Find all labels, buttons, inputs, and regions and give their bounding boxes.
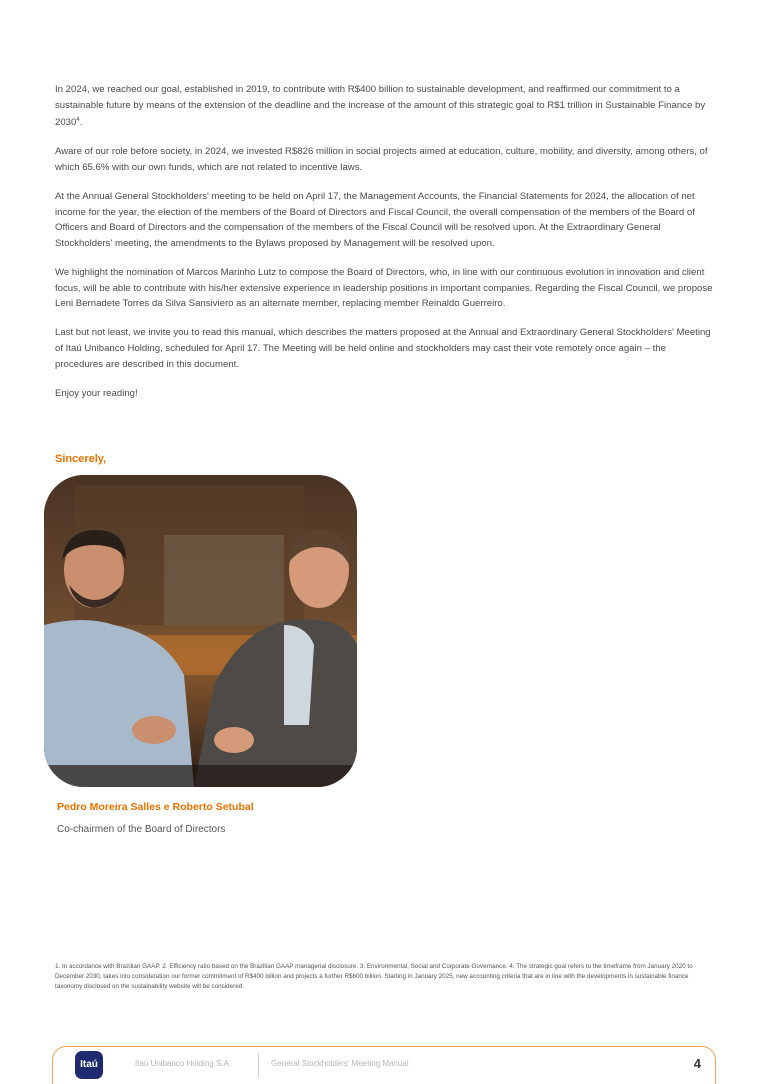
page-footer [52,1046,716,1084]
letter-body [55,82,715,415]
footer-document-title: General Stockholders' Meeting Manual [271,1059,409,1068]
footnotes: 1. In accordance with Brazilian GAAP. 2. Efficiency ratio based on the Brazilian GAAP managerial disclosure. 3. Environmental, Social and Corporate Governance. 4. The strategic goal refers to the timeframe from January 2020 to December 2030, takes into consideration our former commitment of R$400 billion and projects a further R$600 billion. Starting in January 2025, new accounting criteria that are in line with the developments in sustainable finance taxonomy disclosed on the sustainability website will be considered. [55,963,693,990]
paragraph-nominations: We highlight the nomination of Marcos Marinho Lutz to compose the Board of Directors, who, in line with our continuous evolution in innovation and client focus, will be able to contribute with his/her extensive experience in leadership positions in important companies. Regarding the Fiscal Council, we propose Leni Bernadete Torres da Silva Sansiviero as an alternate member, replacing member Reinaldo Guerreiro. [55,267,713,310]
footnote-ref: 4 [76,117,80,124]
paragraph-invitation: Last but not least, we invite you to read this manual, which describes the matters proposed at the Annual and Extraordinary General Stockholders' Meeting of Itaú Unibanco Holding, scheduled for April 17. The Meeting will be held online and stockholders may cast their vote remotely once again – the procedures are described in this document. [55,327,711,370]
co-chairmen-photo [44,475,357,787]
paragraph-enjoy: Enjoy your reading! [55,387,138,399]
paragraph-social-investment: Aware of our role before society, in 2024, we invested R$826 million in social projects aimed at education, culture, mobility, and diversity, among others, of which 65.6% with our own funds, which are not related to incentive laws. [55,146,708,174]
paragraph-text: In 2024, we reached our goal, established in 2019, to contribute with R$400 billion to sustainable development, and reaffirmed our commitment to a sustainable future by means of the extension of the deadline and the increase of the amount of this strategic goal to R$1 trillion in Sustainable Finance by 2030 [55,84,706,129]
itau-logo: Itaú [75,1051,103,1079]
paragraph-sustainable-finance: In 2024, we reached our goal, established in 2019, to contribute with R$400 billion to sustainable development, and reaffirmed our commitment to a sustainable future by means of the extension of the deadline and the increase of the amount of this strategic goal to R$1 trillion in Sustainable Finance by 2030$^4$. [55,84,706,129]
signatory-role: Co-chairmen of the Board of Directors [57,824,226,835]
paragraph-agm-agenda: At the Annual General Stockholders' meeting to be held on April 17, the Management Accounts, the Financial Statements for 2024, the allocation of net income for the year, the election of the members of the Board of Directors and Fiscal Council, the overall compensation of the members of the Board of Officers and Board of Directors and the compensation of the members of the Fiscal Council will be resolved upon. At the Extraordinary General Stockholders' meeting, the amendments to the Bylaws proposed by Management will be resolved upon. [55,191,695,249]
footer-divider [258,1053,259,1077]
page-number: 4 [693,1056,701,1071]
signatory-names: Pedro Moreira Salles e Roberto Setubal [57,801,254,813]
closing: Sincerely, [55,453,107,465]
footer-company: Itaú Unibanco Holding S.A. [135,1059,232,1068]
